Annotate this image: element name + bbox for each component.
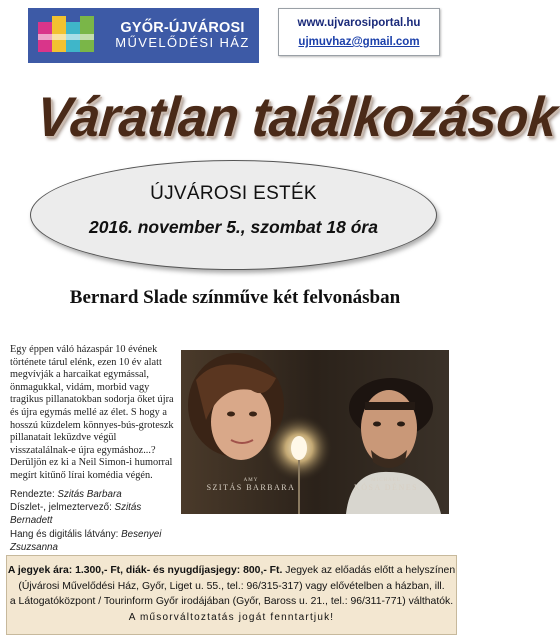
play-description: Egy éppen váló házaspár 10 évének története tárul elénk, ezen 10 év alatt megvívják a harcaikat egymással, önmagukkal, vidám, morbid vagy tragikus pillanatokban sodorja őket újra és újra egymás mellé az élet. S hogy a hosszú küzdelem könnyes-bús-groteszk pillanatait leküzdve végül visszatalálnak-e újra egymáshoz...? Derüljön ez ki a Neil Simon-i humorral megírt kitűnő lírai komédia végén. — [10, 344, 174, 481]
credit-director-label: Rendezte: — [10, 489, 55, 500]
event-date: 2016. november 5., szombat 18 óra — [89, 217, 378, 237]
credit-sound-label: Hang és digitális látvány: — [10, 528, 119, 540]
ticket-price-line — [7, 563, 456, 579]
ticket-info-box — [6, 555, 457, 635]
credits — [10, 488, 185, 554]
credit-sound — [10, 528, 185, 554]
actress-name: SZITÁS BARBARA — [206, 483, 296, 492]
credit-director-name: Szitás Barbara — [57, 489, 122, 500]
contact-box — [278, 8, 440, 56]
event-series: ÚJVÁROSI ESTÉK — [150, 183, 317, 204]
email-link[interactable]: ujmuvhaz@gmail.com — [298, 36, 420, 48]
credit-design — [10, 501, 185, 527]
event-ellipse — [30, 160, 437, 270]
website-link[interactable]: www.ujvarosiportal.hu — [297, 17, 421, 29]
actor-label — [336, 478, 436, 492]
actor-name: KÓSA DÉNES — [353, 483, 419, 492]
credit-design-label: Díszlet-, jelmeztervező: — [10, 502, 112, 514]
ticket-presale-line: a Látogatóközpont / Tourinform Győr irodájában (Győr, Baross u. 21., tel.: 96/311-771) válthatók. — [9, 596, 454, 607]
logo-mark-icon — [28, 8, 106, 63]
credit-design-name: Szitás Bernadett — [10, 502, 142, 527]
logo-line1: GYŐR-ÚJVÁROSI — [120, 19, 245, 36]
credit-sound-name: Besenyei Zsuzsanna — [10, 528, 162, 553]
actress-label — [201, 478, 301, 492]
ticket-price: A jegyek ára: 1.300,- Ft, diák- és nyugdíjasjegy: 800,- Ft. — [7, 565, 283, 576]
actress-role: AMY — [243, 478, 259, 483]
logo — [28, 8, 259, 63]
main-title: Váratlan találkozások — [33, 85, 560, 148]
play-title: Bernard Slade színműve két felvonásban — [69, 287, 401, 308]
logo-line2: MŰVELŐDÉSI HÁZ — [115, 35, 250, 51]
actor-role: MICHAEL — [371, 478, 401, 483]
logo-text — [106, 20, 259, 52]
ticket-venue-line: (Újvárosi Művelődési Ház, Győr, Liget u. 55., tel.: 96/315-317) vagy elővételben a házban, ill. — [18, 580, 445, 592]
ticket-price-rest: Jegyek az előadás előtt a helyszínen — [282, 565, 456, 576]
program-change-notice: A műsorváltoztatás jogát fenntartjuk! — [128, 611, 335, 623]
credit-director — [10, 488, 185, 501]
actors-photo — [181, 350, 449, 514]
